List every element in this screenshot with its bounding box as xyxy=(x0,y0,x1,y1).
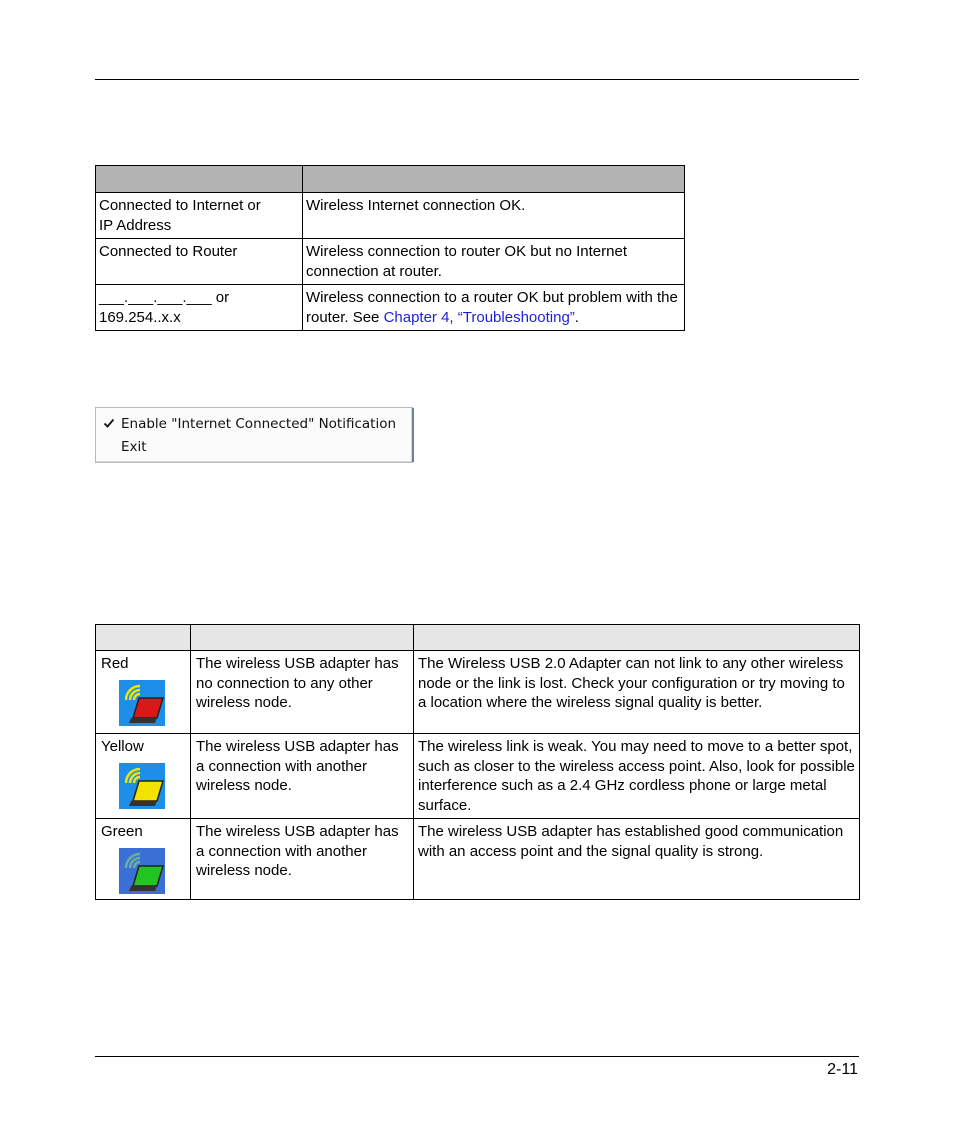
color-cell xyxy=(96,651,191,734)
meaning-cell: The wireless USB adapter has a connection with another wireless node. xyxy=(191,734,414,819)
wireless-adapter-green-icon xyxy=(117,844,167,896)
description-cell: Wireless connection to router OK but no Internet connection at router. xyxy=(303,239,685,285)
checkmark-icon xyxy=(103,417,115,429)
status-table-header-cell xyxy=(96,166,303,193)
description-cell: The wireless USB adapter has established good communication with an access point and the signal quality is strong. xyxy=(414,819,860,900)
description-text: Wireless connection to a router OK but problem with the router. See xyxy=(306,289,678,326)
description-cell: The wireless link is weak. You may need to move to a better spot, such as closer to the wireless access point. Also, look for possible interference such as a 2.4 GHz cordless phone or large metal surface. xyxy=(414,734,860,819)
status-table-header-cell xyxy=(303,166,685,193)
link-local-address-text: 169.254..x.x xyxy=(99,308,181,326)
ip-placeholder-text: ___.___.___.___ or xyxy=(99,289,230,306)
wireless-adapter-yellow-icon xyxy=(117,759,167,811)
description-cell: The Wireless USB 2.0 Adapter can not link to any other wireless node or the link is lost. Check your configuration or try moving to a location where the wireless signal quality is better. xyxy=(414,651,860,734)
color-label: Yellow xyxy=(101,738,144,755)
status-cell: Connected to Internet or IP Address xyxy=(96,193,303,239)
description-cell xyxy=(303,285,685,331)
meaning-cell: The wireless USB adapter has a connection with another wireless node. xyxy=(191,819,414,900)
table-row xyxy=(96,734,860,819)
icon-table-header-cell xyxy=(191,625,414,651)
color-label: Green xyxy=(101,823,143,840)
status-message-table xyxy=(95,165,685,331)
tray-context-menu xyxy=(95,407,413,463)
status-cell xyxy=(96,285,303,331)
description-text: . xyxy=(574,308,579,326)
color-cell xyxy=(96,734,191,819)
color-label: Red xyxy=(101,655,129,672)
icon-status-table xyxy=(95,624,860,900)
icon-table-header-cell xyxy=(96,625,191,651)
menu-item-exit[interactable]: Exit xyxy=(121,439,147,455)
footer-rule xyxy=(95,1056,859,1057)
table-row xyxy=(96,193,685,239)
table-row xyxy=(96,651,860,734)
icon-table-header-row xyxy=(96,625,860,651)
menu-item-enable-notification[interactable]: Enable "Internet Connected" Notification xyxy=(121,416,397,432)
meaning-cell: The wireless USB adapter has no connection to any other wireless node. xyxy=(191,651,414,734)
table-row xyxy=(96,285,685,331)
table-row xyxy=(96,239,685,285)
icon-table-header-cell xyxy=(414,625,860,651)
status-cell: Connected to Router xyxy=(96,239,303,285)
status-table-header-row xyxy=(96,166,685,193)
wireless-adapter-red-icon xyxy=(117,676,167,728)
menu-edge xyxy=(412,408,414,462)
troubleshooting-chapter-link[interactable]: Chapter 4, “Troubleshooting” xyxy=(383,308,575,326)
header-rule xyxy=(95,79,859,80)
description-cell: Wireless Internet connection OK. xyxy=(303,193,685,239)
color-cell xyxy=(96,819,191,900)
table-row xyxy=(96,819,860,900)
page-number: 2-11 xyxy=(827,1061,858,1078)
